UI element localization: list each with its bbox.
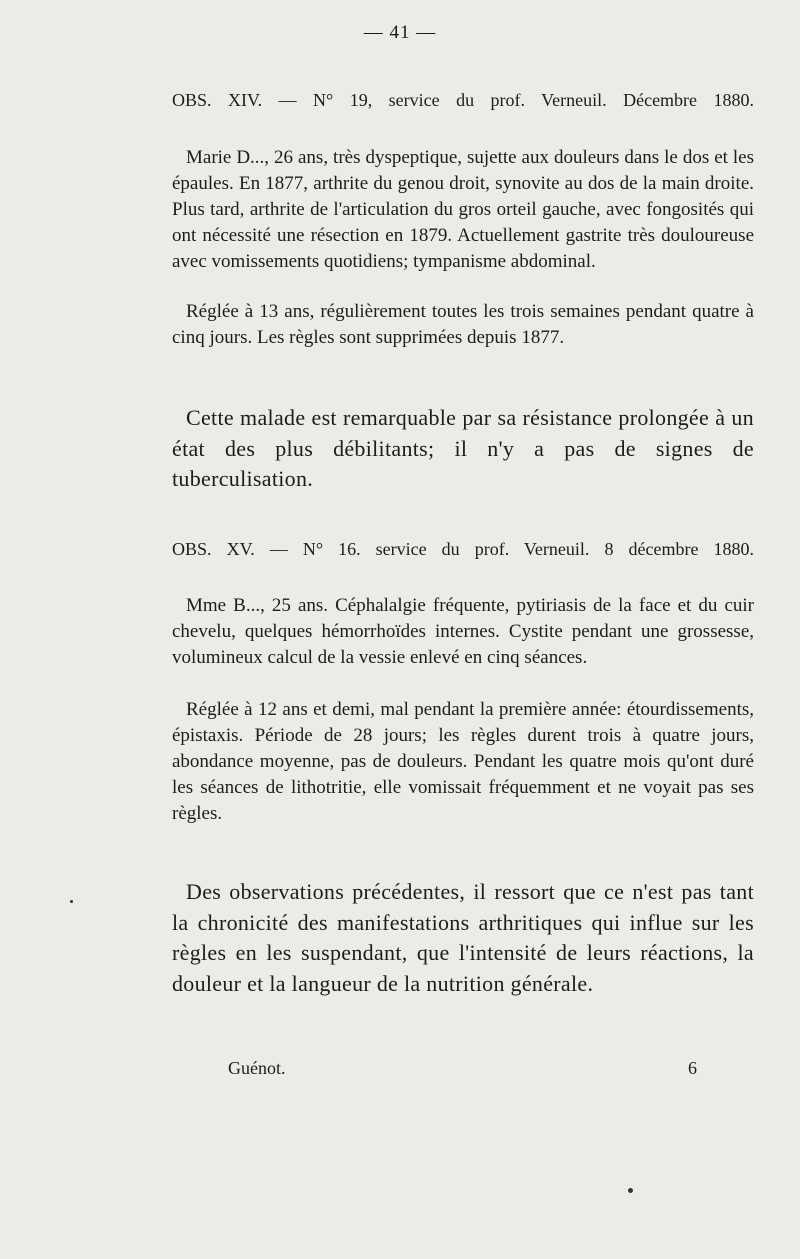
conclusion-paragraph: Des observations précédentes, il ressort que ce n'est pas tant la chronicité des manifestations arthritiques qui influe sur les règles en les suspendant, que l'intensité de leurs réactions, la douleur et la langueur de la nutrition générale. (172, 879, 754, 996)
ink-speck (70, 900, 73, 903)
author-signature: Guénot. (228, 1058, 286, 1078)
obs14-menstruation: Réglée à 13 ans, régulièrement toutes les trois semaines pendant quatre à cinq jours. Les règles sont supprimées depuis 1877. (172, 301, 754, 348)
ink-speck (628, 1188, 633, 1193)
obs15-menstruation: Réglée à 12 ans et demi, mal pendant la première année: étourdissements, épistaxis. Période de 28 jours; les règles durent trois à quatre jours, abondance moyenne, pas de douleurs. Pendant les quatre mois qu'ont duré les séances de lithotritie, elle vomissait fréquemment et ne voyait pas ses règles. (172, 699, 754, 824)
signature-mark: 6 (688, 1058, 697, 1078)
obs14-remark: Cette malade est remarquable par sa résistance prolongée à un état des plus débilitants; il n'y a pas de signes de tuberculisation. (172, 405, 754, 491)
obs15-heading: OBS. XV. — N° 16. service du prof. Verneuil. 8 décembre 1880. (172, 539, 754, 559)
obs15-case-description: Mme B..., 25 ans. Céphalalgie fréquente, pytiriasis de la face et du cuir chevelu, quelques hémorrhoïdes internes. Cystite pendant une grossesse, volumineux calcul de la vessie enlevé en cinq séances. (172, 595, 754, 668)
obs14-heading: OBS. XIV. — N° 19, service du prof. Verneuil. Décembre 1880. (172, 90, 754, 110)
page-number: — 41 — (363, 22, 437, 43)
obs14-case-description: Marie D..., 26 ans, très dyspeptique, sujette aux douleurs dans le dos et les épaules. En 1877, arthrite du genou droit, synovite au dos de la main droite. Plus tard, arthrite de l'articulation du gros orteil gauche, avec fongosités qui ont nécessité une résection en 1879. Actuellement gastrite très douloureuse avec vomissements quotidiens; tympanisme abdominal. (172, 147, 754, 272)
